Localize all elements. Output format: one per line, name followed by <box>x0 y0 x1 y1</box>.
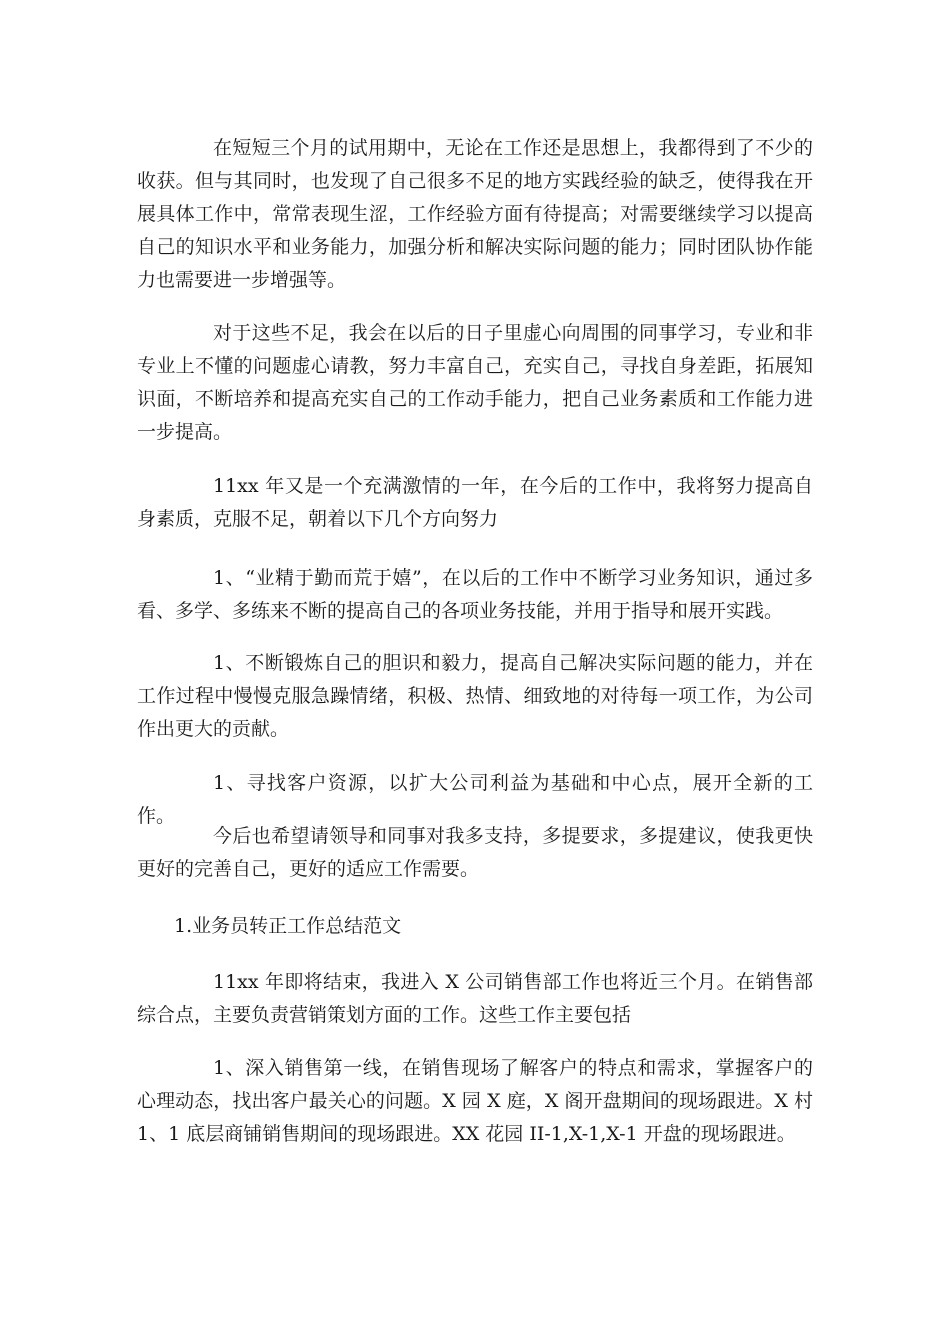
paragraph-probation-gains: 在短短三个月的试用期中，无论在工作还是思想上，我都得到了不少的收获。但与其同时，也发现了自己很多不足的地方实践经验的缺乏，使得我在开展具体工作中，常常表现生涩，工作经验方面有待提高；对需要继续学习以提高自己的知识水平和业务能力，加强分析和解决实际问题的能力；同时团队协作能力也需要进一步增强等。 <box>137 137 813 291</box>
paragraph-direction-clients: 1、寻找客户资源，以扩大公司利益为基础和中心点，展开全新的工作。 <box>137 772 813 827</box>
paragraph-sales-intro: 11xx 年即将结束，我进入 X 公司销售部工作也将近三个月。在销售部综合点，主要负责营销策划方面的工作。这些工作主要包括 <box>137 971 813 1026</box>
paragraph-year-directions: 11xx 年又是一个充满激情的一年，在今后的工作中，我将努力提高自身素质，克服不足，朝着以下几个方向努力 <box>137 475 813 530</box>
section-heading: 1.业务员转正工作总结范文 <box>174 915 402 937</box>
paragraph-direction-courage: 1、不断锻炼自己的胆识和毅力，提高自己解决实际问题的能力，并在工作过程中慢慢克服急躁情绪，积极、热情、细致地的对待每一项工作，为公司作出更大的贡献。 <box>137 652 813 740</box>
paragraph-improvement-plan: 对于这些不足，我会在以后的日子里虚心向周围的同事学习，专业和非专业上不懂的问题虚心请教，努力丰富自己，充实自己，寻找自身差距，拓展知识面，不断培养和提高充实自己的工作动手能力，把自己业务素质和工作能力进一步提高。 <box>137 322 813 443</box>
paragraph-sales-frontline: 1、深入销售第一线，在销售现场了解客户的特点和需求，掌握客户的心理动态，找出客户最关心的问题。X 园 X 庭，X 阁开盘期间的现场跟进。X 村 1、1 底层商铺销售期间的现场跟进。XX 花园 II-1,X-1,X-1 开盘的现场跟进。 <box>137 1057 813 1145</box>
paragraph-direction-study: 1、“业精于勤而荒于嬉”，在以后的工作中不断学习业务知识，通过多看、多学、多练来不断的提高自己的各项业务技能，并用于指导和展开实践。 <box>137 567 813 622</box>
paragraph-hopes: 今后也希望请领导和同事对我多支持，多提要求，多提建议，使我更快更好的完善自己，更好的适应工作需要。 <box>137 825 813 880</box>
